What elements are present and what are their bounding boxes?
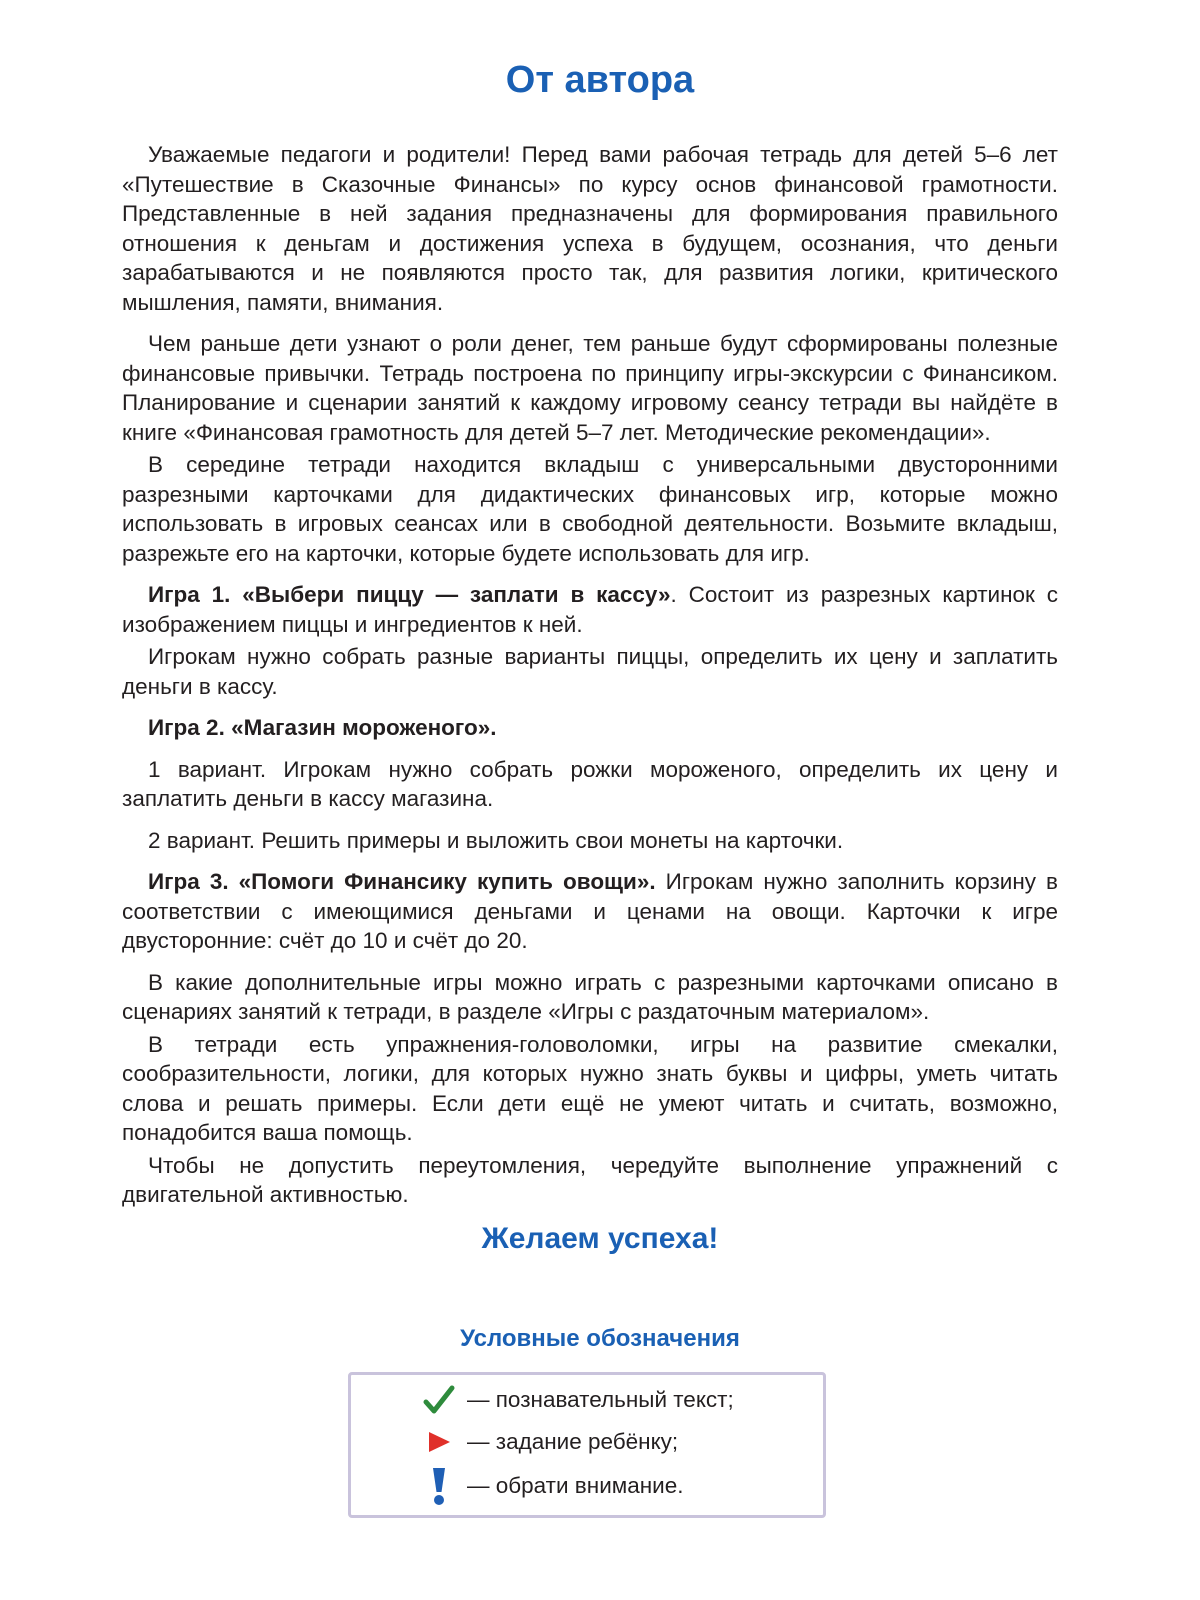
game3-title: Игра 3. «Помоги Финансику купить овощи». (148, 869, 656, 894)
game2-title-paragraph (122, 713, 1058, 743)
exclamation-icon (421, 1469, 457, 1503)
game3-paragraph (122, 867, 1058, 956)
game1-rules-paragraph: Игрокам нужно собрать разные варианты пиццы, определить их цену и заплатить деньги в кассу. (122, 644, 1058, 699)
game2-variant2-paragraph: 2 вариант. Решить примеры и выложить свои монеты на карточки. (148, 827, 844, 853)
game1-paragraph (122, 580, 1058, 639)
triangle-play-icon (421, 1425, 457, 1459)
fatigue-paragraph: Чтобы не допустить переутомления, чередуйте выполнение упражнений с двигательной активностью. (122, 1152, 1058, 1207)
legend-item-attention (421, 1469, 684, 1503)
body-text (122, 140, 1058, 1210)
legend-item-child-task (421, 1425, 678, 1459)
legend-title: Условные обозначения (460, 1325, 740, 1352)
legend-box (348, 1372, 826, 1518)
legend-item-label: — познавательный текст; (467, 1387, 734, 1412)
legend-item-label: — задание ребёнку; (467, 1429, 679, 1454)
habits-paragraph: Чем раньше дети узнают о роли денег, тем раньше будут сформированы полезные финансовые привычки. Тетрадь построена по принципу игры-экскурсии с Финансиком. Планирование и сценарии занятий к каждому игровому сеансу тетради вы найдёте в книге «Финансовая грамотность для детей 5–7 лет. Методические рекомендации». (122, 331, 1058, 445)
intro-paragraph: Уважаемые педагоги и родители! Перед вами рабочая тетрадь для детей 5–6 лет «Путешествие в Сказочные Финансы» по курсу основ финансовой грамотности. Представленные в ней задания предназначены для формирования правильного отношения к деньгам и достижения успеха в будущем, осознания, что деньги зарабатываются и не появляются просто так, для развития логики, критического мышления, памяти, внимания. (122, 142, 1058, 315)
checkmark-icon (421, 1383, 457, 1417)
legend-item-label: — обрати внимание. (467, 1473, 684, 1498)
game1-text: . Состоит из разрезных картинок с изображением пиццы и ингредиентов к ней. (122, 582, 1058, 637)
wish-heading: Желаем успеха! (481, 1222, 719, 1255)
page-title: От автора (505, 59, 695, 101)
legend-item-cognitive-text (421, 1383, 734, 1417)
extra-games-paragraph: В какие дополнительные игры можно играть с разрезными карточками описано в сценариях занятий к тетради, в разделе «Игры с раздаточным материалом». (122, 969, 1058, 1024)
game2-variant1-paragraph: 1 вариант. Игрокам нужно собрать рожки мороженого, определить их цену и заплатить деньги в кассу магазина. (122, 756, 1058, 811)
puzzles-paragraph: В тетради есть упражнения-головоломки, игры на развитие смекалки, сообразительности, логики, для которых нужно знать буквы и цифры, уметь читать слова и решать примеры. Если дети ещё не умеют читать и считать, возможно, понадобится ваша помощь. (122, 1031, 1058, 1145)
insert-paragraph: В середине тетради находится вкладыш с универсальными двусторонними разрезными карточками для дидактических финансовых игр, которые можно использовать в игровых сеансах или в свободной деятельности. Возьмите вкладыш, разрежьте его на карточки, которые будете использовать для игр. (122, 452, 1058, 566)
game1-title: Игра 1. «Выбери пиццу — заплати в кассу» (148, 582, 671, 607)
game3-text: Игрокам нужно заполнить корзину в соответствии с имеющимися деньгами и ценами на овощи. Карточки к игре двусторонние: счёт до 10 и счёт до 20. (122, 869, 1058, 953)
game2-title: Игра 2. «Магазин мороженого». (148, 715, 497, 740)
